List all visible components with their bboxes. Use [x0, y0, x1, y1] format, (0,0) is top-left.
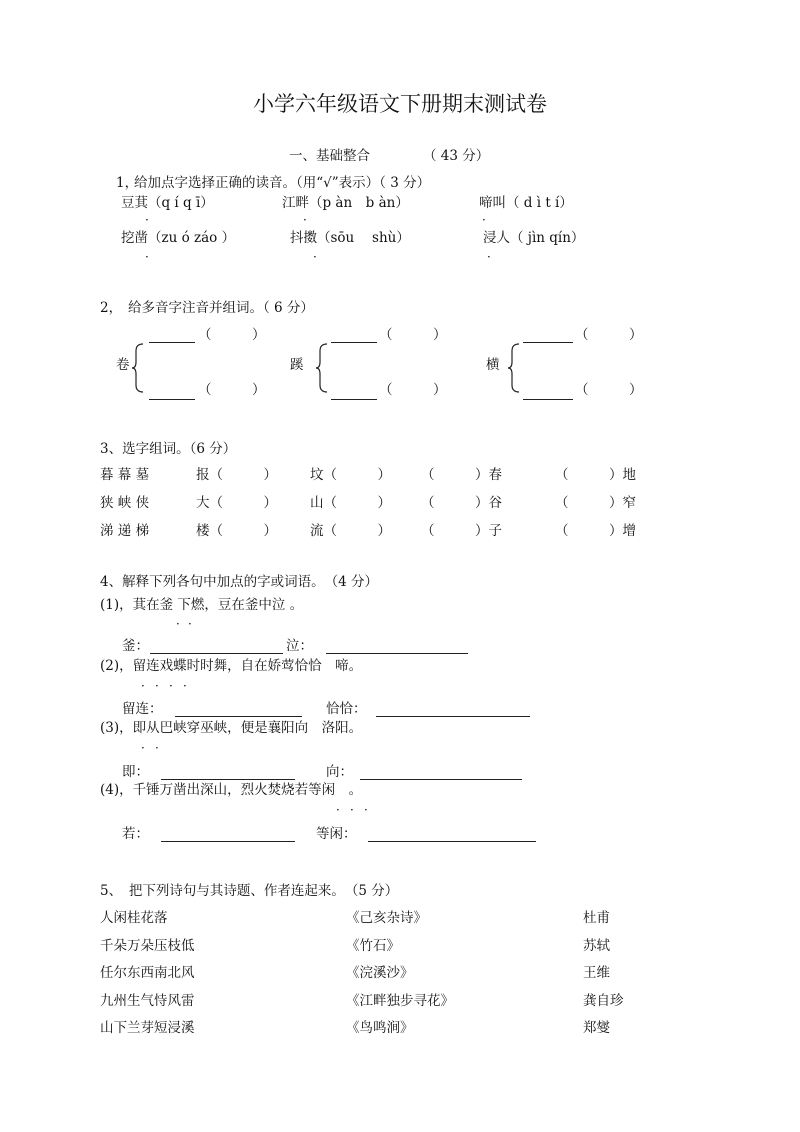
emphasis-dot: · [183, 679, 187, 693]
answer-blank[interactable] [368, 841, 536, 842]
poem-line: 山下兰芽短浸溪 [100, 1020, 195, 1036]
paren-box: （ ） [379, 382, 447, 398]
answer-blank[interactable] [376, 716, 530, 717]
poem-title: 《浣溪沙》 [346, 965, 414, 981]
q4-sentence: (3)，即从巴峡穿巫峡，便是襄阳向 洛阳。 [100, 720, 363, 736]
answer-blank[interactable] [523, 399, 573, 400]
q1-label: 1， [116, 175, 139, 191]
polyphone-char: 蹊 [290, 357, 304, 373]
poem-author: 苏轼 [583, 938, 610, 954]
emphasis-dot: · [487, 250, 491, 264]
left-brace-icon [131, 343, 145, 393]
polyphone-char: 卷 [116, 357, 130, 373]
emphasis-dot: · [188, 617, 192, 631]
q1-item: 挖凿（zu ó záo ） [121, 230, 236, 246]
emphasis-dot: · [482, 213, 486, 227]
word-label: 等闲： [316, 826, 357, 842]
q1-item: 江畔（p àn b àn） [282, 195, 409, 211]
word-label: 泣： [286, 638, 313, 654]
poem-title: 《江畔独步寻花》 [346, 993, 454, 1009]
emphasis-dot: · [364, 803, 368, 817]
q1-item: 啼叫（ d ì t í） [479, 195, 573, 211]
emphasis-dot: · [350, 803, 354, 817]
answer-blank[interactable] [326, 653, 468, 654]
fill-item: 流（ ） [310, 523, 391, 539]
q1-instruction: 给加点字选择正确的读音。（用“√”表示）（ 3 分） [134, 175, 431, 191]
poem-title: 《己亥杂诗》 [346, 910, 427, 926]
poem-line: 任尔东西南北风 [100, 965, 195, 981]
answer-blank[interactable] [331, 399, 377, 400]
emphasis-dot: · [155, 679, 159, 693]
fill-item: 楼（ ） [196, 523, 277, 539]
char-group: 暮 幕 墓 [100, 467, 150, 483]
q1-item: 浸人（ jìn qín） [483, 230, 585, 246]
q2-label: 2， [100, 300, 123, 316]
word-label: 留连： [122, 701, 163, 717]
q1-item: 抖擞（sōu shù） [290, 230, 410, 246]
paren-box: （ ） [198, 327, 266, 343]
fill-item: （ ）地 [555, 467, 636, 483]
left-brace-icon [315, 343, 329, 393]
answer-blank[interactable] [175, 716, 302, 717]
q5-heading: 5、 把下列诗句与其诗题、作者连起来。 （5 分） [100, 883, 399, 899]
poem-line: 人闲桂花落 [100, 910, 168, 926]
page-title: 小学六年级语文下册期末测试卷 [253, 92, 547, 116]
poem-line: 千朵万朵压枝低 [100, 938, 195, 954]
paren-box: （ ） [379, 327, 447, 343]
answer-blank[interactable] [149, 399, 195, 400]
poem-author: 王维 [583, 965, 610, 981]
answer-blank[interactable] [360, 779, 522, 780]
word-label: 恰恰： [326, 701, 367, 717]
emphasis-dot: · [303, 213, 307, 227]
q4-heading: 4、解释下列各句中加点的字或词语。 （4 分） [100, 574, 378, 590]
emphasis-dot: · [155, 741, 159, 755]
q4-sentence: (4)，千锤万凿出深山，烈火焚烧若等闲 。 [100, 782, 363, 798]
word-label: 即： [122, 764, 149, 780]
q1-item: 豆萁（q í q ī） [121, 195, 214, 211]
poem-title: 《竹石》 [346, 938, 400, 954]
paren-box: （ ） [575, 327, 643, 343]
answer-blank[interactable] [149, 342, 195, 343]
q3-heading: 3、选字组词。（6 分） [100, 441, 237, 457]
answer-blank[interactable] [331, 342, 377, 343]
fill-item: （ ）子 [421, 523, 502, 539]
emphasis-dot: · [176, 617, 180, 631]
fill-item: （ ）窄 [555, 495, 636, 511]
emphasis-dot: · [336, 803, 340, 817]
section-score: （ 43 分） [423, 148, 490, 164]
fill-item: （ ）增 [555, 523, 636, 539]
answer-blank[interactable] [523, 342, 573, 343]
paren-box: （ ） [575, 382, 643, 398]
char-group: 涕 递 梯 [100, 523, 150, 539]
poem-line: 九州生气恃风雷 [100, 993, 195, 1009]
emphasis-dot: · [145, 213, 149, 227]
emphasis-dot: · [169, 679, 173, 693]
poem-author: 龚自珍 [583, 993, 624, 1009]
fill-item: 坟（ ） [310, 467, 391, 483]
answer-blank[interactable] [161, 779, 295, 780]
left-brace-icon [507, 343, 521, 393]
section-heading: 一、基础整合 [289, 148, 370, 164]
poem-author: 郑燮 [583, 1020, 610, 1036]
q2-instruction: 给多音字注音并组词。（ 6 分） [128, 300, 314, 316]
poem-title: 《鸟鸣涧》 [346, 1020, 414, 1036]
word-label: 向： [326, 764, 353, 780]
char-group: 狭 峡 侠 [100, 495, 150, 511]
fill-item: （ ）谷 [421, 495, 502, 511]
emphasis-dot: · [145, 250, 149, 264]
poem-author: 杜甫 [583, 910, 610, 926]
emphasis-dot: · [141, 679, 145, 693]
fill-item: （ ）春 [421, 467, 502, 483]
word-label: 若： [122, 826, 149, 842]
fill-item: 山（ ） [310, 495, 391, 511]
paren-box: （ ） [198, 382, 266, 398]
answer-blank[interactable] [150, 653, 283, 654]
fill-item: 报（ ） [196, 467, 277, 483]
q4-sentence: (1)，萁在釜 下燃，豆在釜中泣 。 [100, 597, 304, 613]
word-label: 釜： [122, 638, 149, 654]
answer-blank[interactable] [161, 841, 295, 842]
q4-sentence: (2)，留连戏蝶时时舞，自在娇莺恰恰 啼。 [100, 658, 363, 674]
polyphone-char: 横 [486, 357, 500, 373]
emphasis-dot: · [141, 741, 145, 755]
emphasis-dot: · [313, 250, 317, 264]
fill-item: 大（ ） [196, 495, 277, 511]
